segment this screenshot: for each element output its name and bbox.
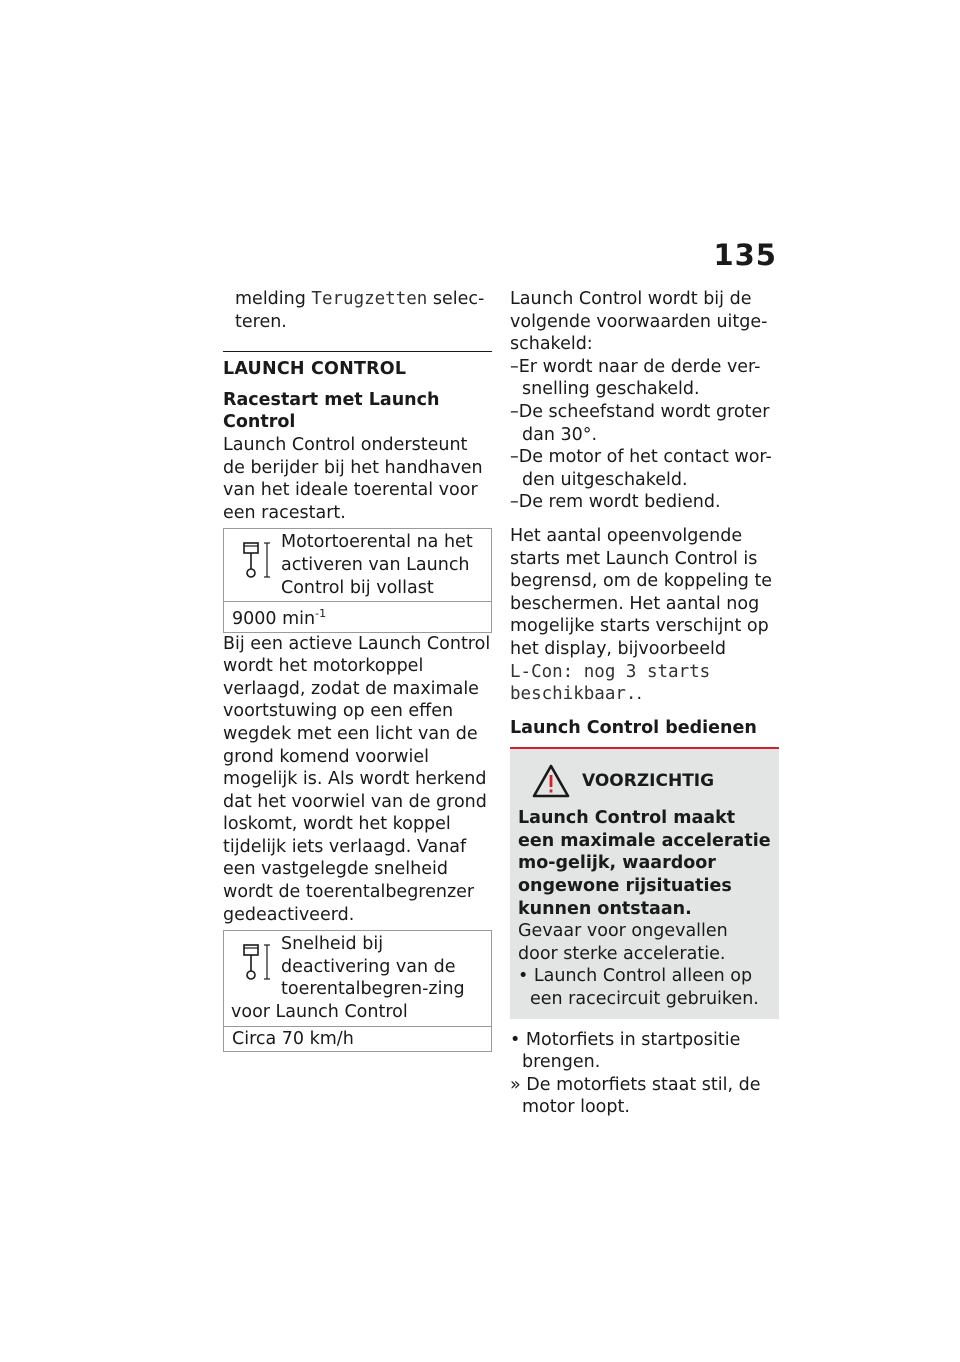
conditions-list (510, 356, 779, 514)
list-item: –De motor of het contact wor-den uitgeschakeld. (510, 447, 772, 490)
starts-end: . (636, 684, 643, 705)
starts-text: Het aantal opeenvolgende starts met Launch Control is begrensd, om de koppeling te beschermen. Het aantal nog mogelijke starts verschijnt op het display, bijvoorbeeld (510, 525, 773, 659)
subheading-operate: Launch Control bedienen (510, 717, 757, 738)
caution-bullet: • Launch Control alleen op een racecircuit gebruiken. (518, 966, 759, 1010)
spec-unit-exponent: -1 (315, 607, 327, 621)
list-item: –Er wordt naar de derde ver-snelling geschakeld. (510, 356, 761, 400)
page-number: 135 (713, 238, 777, 272)
left-column (223, 288, 492, 1052)
intro-post: selec-teren. (235, 289, 485, 332)
intro-code: Terugzetten (311, 289, 428, 309)
rpm-piston-icon (239, 537, 273, 581)
section-title: LAUNCH CONTROL (223, 359, 407, 380)
list-item: –De scheefstand wordt groter dan 30°. (510, 401, 770, 445)
caution-text: Gevaar voor ongevallen door sterke acceleratie. (518, 921, 728, 964)
caution-bold-text: Launch Control maakt een maximale acceleratie mo-gelijk, waardoor ongewone rijsituaties kunnen ontstaan. (518, 808, 771, 919)
spec-value-cell (224, 1027, 491, 1052)
rpm-piston-icon (239, 939, 273, 983)
spec-value: Circa 70 km/h (232, 1028, 354, 1049)
spec-label-cell (224, 529, 491, 602)
display-message: L-Con: nog 3 starts beschikbaar. (510, 661, 711, 705)
spec-label-cell (224, 931, 491, 1026)
warning-triangle-icon (532, 764, 570, 798)
instruction-result: » De motorfiets staat stil, de motor loopt. (510, 1074, 761, 1118)
spec-table-rpm (223, 528, 492, 632)
caution-header (518, 759, 771, 803)
instruction-step: • Motorfiets in startpositie brengen. (510, 1029, 741, 1073)
caution-box (510, 747, 779, 1018)
spec-value: 9000 min (232, 608, 316, 629)
spec-label: Motortoerental na het activeren van Launch Control bij vollast (281, 532, 473, 598)
intro-pre: melding (235, 289, 312, 309)
subsection-title: Racestart met Launch Control (223, 389, 440, 433)
paragraph-intro: Launch Control ondersteunt de berijder bij het handhaven van het ideale toerental voor een racestart. (223, 434, 483, 523)
spec-value-cell (224, 602, 491, 631)
paragraph-conditions: Launch Control wordt bij de volgende voorwaarden uitge-schakeld: (510, 289, 768, 355)
intro-paragraph (235, 288, 492, 333)
spec-table-speed (223, 930, 492, 1052)
list-item: –De rem wordt bediend. (510, 492, 721, 513)
paragraph-starts (510, 525, 779, 706)
right-column (510, 288, 779, 1119)
caution-title: VOORZICHTIG (582, 770, 715, 791)
paragraph-torque: Bij een actieve Launch Control wordt het motorkoppel verlaagd, zodat de maximale voortstuwing op een effen wegdek met een licht van de grond komend voorwiel mogelijk is. Als wordt herkend dat het voorwiel van de grond loskomt, wordt het koppel tijdelijk iets verlaagd. Vanaf een vastgelegde snelheid wordt de toerentalbegrenzer gedeactiveerd. (223, 633, 491, 925)
spec-label: Snelheid bij deactivering van de toerentalbegren-zing voor Launch Control (231, 934, 465, 1023)
section-rule (223, 351, 492, 352)
